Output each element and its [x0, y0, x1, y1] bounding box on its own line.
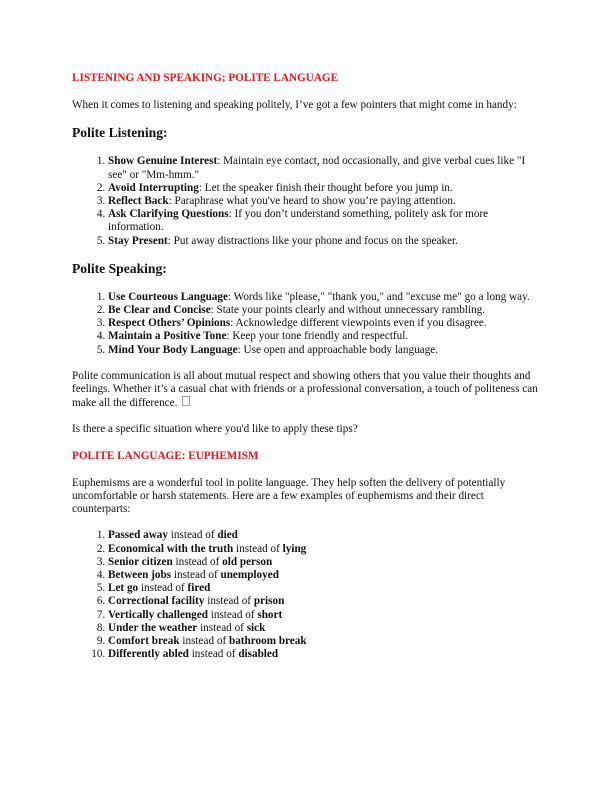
list-item — [108, 569, 540, 582]
connector: instead of — [179, 635, 229, 648]
description: : Let the speaker finish their thought before you jump in. — [198, 181, 453, 194]
section-heading: POLITE LANGUAGE: EUPHEMISM — [72, 449, 259, 462]
listening-list — [72, 155, 540, 247]
list-item — [108, 182, 540, 195]
connector: instead of — [204, 595, 254, 608]
description: : Use open and approachable body language. — [237, 343, 438, 356]
intro-paragraph: When it comes to listening and speaking politely, I’ve got a few pointers that might come in handy: — [72, 99, 517, 112]
direct-term: lying — [282, 542, 307, 555]
euphemism: Under the weather — [108, 621, 198, 634]
direct-term: disabled — [238, 648, 279, 661]
list-item — [108, 556, 540, 569]
list-item — [108, 622, 540, 635]
term: Be Clear and Concise — [108, 304, 211, 317]
description: : Maintain eye contact, nod occasionally, and give verbal cues like "I see" or "Mm-hmm." — [108, 155, 526, 181]
list-item — [108, 235, 540, 248]
description: : Put away distractions like your phone and focus on the speaker. — [167, 234, 458, 247]
list-item — [108, 595, 540, 608]
term: Ask Clarifying Questions — [108, 208, 229, 221]
list-item — [108, 155, 540, 181]
list-item — [108, 529, 540, 542]
term: Respect Others’ Opinions — [108, 317, 231, 330]
list-item — [108, 344, 540, 357]
connector: instead of — [207, 608, 258, 621]
list-item — [108, 582, 540, 595]
description: : State your points clearly and without unnecessary rambling. — [210, 304, 485, 317]
euphemism: Differently abled — [108, 648, 189, 661]
direct-term: bathroom break — [228, 635, 307, 648]
connector: instead of — [197, 621, 247, 634]
connector: instead of — [172, 555, 223, 568]
direct-term: fired — [187, 582, 211, 595]
term: Reflect Back — [108, 195, 169, 208]
list-item — [108, 635, 540, 648]
direct-term: unemployed — [220, 569, 279, 582]
term: Use Courteous Language — [108, 290, 228, 303]
list-item — [108, 648, 540, 661]
subheading-polite-speaking: Polite Speaking: — [72, 260, 167, 276]
connector: instead of — [188, 648, 239, 661]
list-item — [108, 208, 540, 234]
document-page — [72, 72, 540, 675]
description: : Acknowledge different viewpoints even if you disagree. — [230, 317, 487, 330]
description: : Words like "please," "thank you," and "excuse me" go a long way. — [227, 290, 530, 303]
list-item — [108, 291, 540, 304]
euphemism-intro: Euphemisms are a wonderful tool in polite language. They help soften the delivery of potentially uncomfortable or harsh statements. Here are a few examples of euphemisms and their direct counterparts: — [72, 476, 506, 516]
connector: instead of — [171, 569, 221, 582]
list-item — [108, 317, 540, 330]
direct-term: died — [217, 529, 238, 542]
euphemism: Passed away — [108, 529, 168, 542]
euphemism: Correctional facility — [108, 595, 205, 608]
question-paragraph: Is there a specific situation where you'd like to apply these tips? — [72, 423, 358, 436]
closing-paragraph — [72, 370, 540, 411]
term: Stay Present — [108, 234, 168, 247]
euphemism: Vertically challenged — [108, 608, 208, 621]
description: : Paraphrase what you've heard to show you’re paying attention. — [168, 195, 456, 208]
euphemism: Economical with the truth — [108, 542, 234, 555]
description: : Keep your tone friendly and respectful. — [226, 330, 409, 343]
euphemism: Let go — [108, 582, 139, 595]
connector: instead of — [138, 582, 188, 595]
list-item — [108, 330, 540, 343]
direct-term: sick — [246, 621, 266, 634]
euphemism: Between jobs — [108, 569, 172, 582]
term: Avoid Interrupting — [108, 181, 199, 194]
direct-term: old person — [222, 555, 273, 568]
speaking-list — [72, 291, 540, 357]
subheading-polite-listening: Polite Listening: — [72, 125, 168, 141]
euphemism-list — [72, 529, 540, 661]
list-item — [108, 304, 540, 317]
euphemism: Senior citizen — [108, 555, 173, 568]
direct-term: short — [257, 608, 283, 621]
term: Mind Your Body Language — [108, 343, 238, 356]
section-heading: LISTENING AND SPEAKING; POLITE LANGUAGE — [72, 72, 339, 84]
term: Maintain a Positive Tone — [108, 330, 227, 343]
missing-glyph-icon — [182, 396, 190, 406]
description: : If you don’t understand something, politely ask for more information. — [108, 208, 489, 234]
list-item — [108, 543, 540, 556]
connector: instead of — [233, 542, 283, 555]
euphemism: Comfort break — [108, 635, 180, 648]
closing-text: Polite communication is all about mutual respect and showing others that you value their thoughts and feelings. Whether it’s a casual chat with friends or a professional conversation, a touch of politeness can make all the difference. — [72, 369, 538, 410]
direct-term: prison — [253, 595, 285, 608]
term: Show Genuine Interest — [108, 155, 218, 168]
list-item — [108, 609, 540, 622]
list-item — [108, 195, 540, 208]
connector: instead of — [167, 529, 218, 542]
